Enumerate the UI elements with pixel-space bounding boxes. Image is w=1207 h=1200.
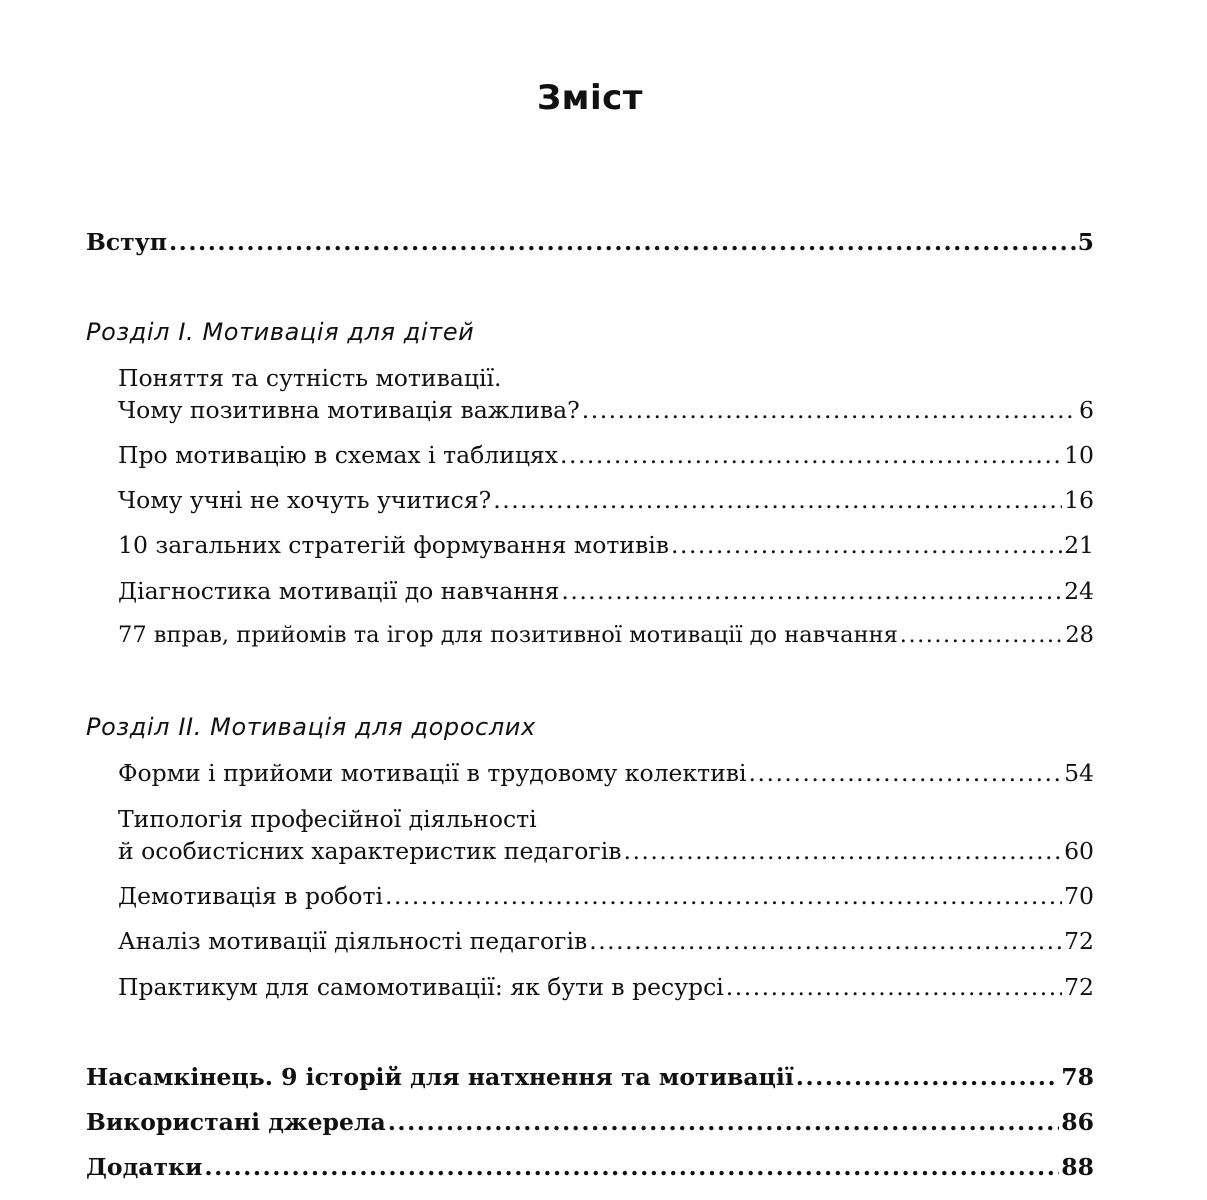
toc-entry-label: Чому учні не хочуть учитися? (118, 486, 492, 514)
toc-entry (118, 837, 1094, 865)
toc-entry-page: 16 (1064, 486, 1094, 514)
dot-leader (388, 1108, 1060, 1136)
toc-entry-page: 28 (1065, 622, 1094, 648)
toc-entry-label: Насамкінець. 9 історій для натхнення та мотивації (86, 1063, 794, 1091)
toc-entry (118, 927, 1094, 955)
dot-leader (561, 577, 1062, 605)
toc-entry-appendix (86, 1153, 1094, 1181)
toc-entry (118, 531, 1094, 559)
toc-entry-label: Чому позитивна мотивація важлива? (118, 396, 580, 424)
dot-leader (796, 1063, 1060, 1091)
toc-entry-intro (86, 228, 1094, 256)
dot-leader (749, 759, 1063, 787)
dot-leader (204, 1153, 1059, 1181)
dot-leader (623, 837, 1062, 865)
toc-entry (118, 577, 1094, 605)
toc-entry-page: 54 (1064, 759, 1094, 787)
toc-entry-closing (86, 1063, 1094, 1091)
toc-entry (118, 622, 1094, 648)
dot-leader (560, 441, 1062, 469)
toc-entry-sources (86, 1108, 1094, 1136)
toc-entry-line1: Типологія професійної діяльності (118, 805, 537, 833)
toc-entry-label: Практикум для самомотивації: як бути в ресурсі (118, 973, 724, 1001)
page-title: Зміст (537, 78, 643, 118)
toc-entry (118, 441, 1094, 469)
dot-leader (385, 882, 1062, 910)
toc-entry (118, 973, 1094, 1001)
toc-entry (118, 486, 1094, 514)
toc-entry-label: Форми і прийоми мотивації в трудовому колективі (118, 759, 747, 787)
toc-entry-page: 21 (1064, 531, 1094, 559)
toc-entry-page: 86 (1061, 1108, 1094, 1136)
toc-entry-page: 72 (1064, 973, 1094, 1001)
toc-entry-page: 78 (1061, 1063, 1094, 1091)
toc-entry-page: 24 (1064, 577, 1094, 605)
toc-entry-label: Додатки (86, 1153, 203, 1181)
toc-entry-label: 77 вправ, прийомів та ігор для позитивної мотивації до навчання (118, 622, 898, 648)
toc-entry-label: Про мотивацію в схемах і таблицях (118, 441, 559, 469)
dot-leader (900, 622, 1064, 648)
dot-leader (671, 531, 1062, 559)
toc-entry-line1: Поняття та сутність мотивації. (118, 364, 502, 392)
dot-leader (589, 927, 1062, 955)
dot-leader (582, 396, 1077, 424)
toc-entry-page: 60 (1064, 837, 1094, 865)
toc-entry-page: 5 (1077, 228, 1094, 256)
toc-entry-page: 88 (1061, 1153, 1094, 1181)
toc-entry-label: Вступ (86, 228, 167, 256)
dot-leader (726, 973, 1062, 1001)
toc-entry-label: Аналіз мотивації діяльності педагогів (118, 927, 588, 955)
toc-entry-label: 10 загальних стратегій формування мотивів (118, 531, 669, 559)
toc-entry-page: 70 (1064, 882, 1094, 910)
dot-leader (169, 228, 1076, 256)
toc-entry (118, 396, 1094, 424)
toc-entry-label: Використані джерела (86, 1108, 386, 1136)
section-heading: Розділ І. Мотивація для дітей (86, 318, 475, 346)
toc-entry-page: 10 (1064, 441, 1094, 469)
toc-entry-label: Демотивація в роботі (118, 882, 383, 910)
toc-entry (118, 882, 1094, 910)
toc-entry-label: й особистісних характеристик педагогів (118, 837, 622, 865)
toc-entry (118, 759, 1094, 787)
toc-entry-page: 72 (1064, 927, 1094, 955)
dot-leader (493, 486, 1062, 514)
section-heading: Розділ ІІ. Мотивація для дорослих (86, 713, 536, 741)
toc-entry-label: Діагностика мотивації до навчання (118, 577, 560, 605)
toc-entry-page: 6 (1079, 396, 1094, 424)
